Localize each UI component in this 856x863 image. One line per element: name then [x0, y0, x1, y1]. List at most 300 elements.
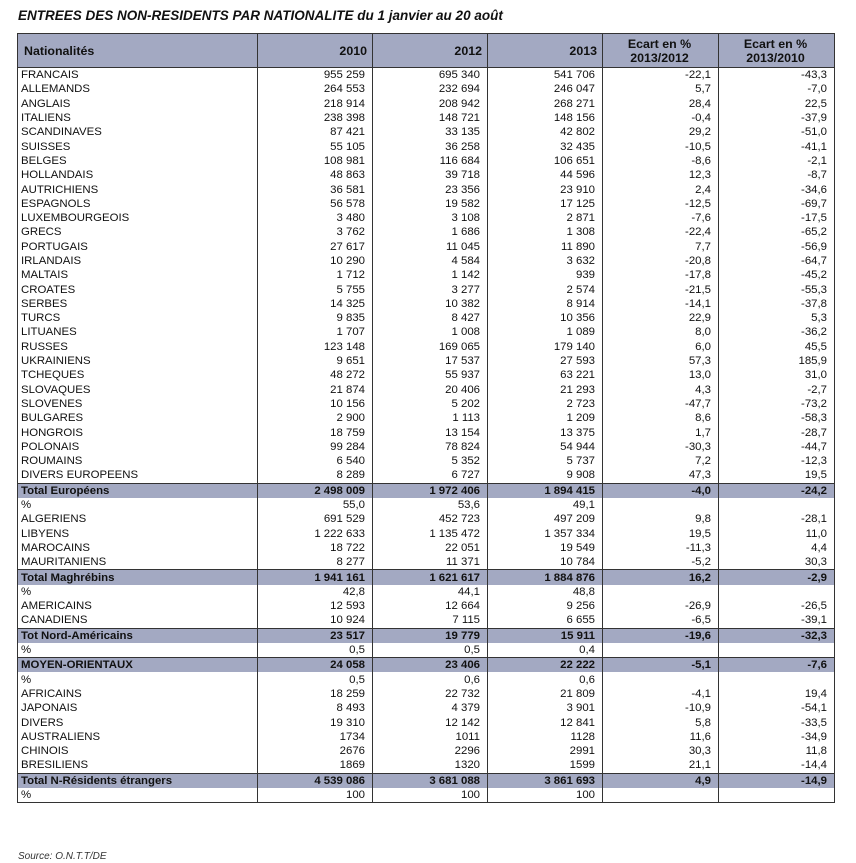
cell-value-2010: 42,8: [258, 585, 373, 599]
cell-value-2010: 955 259: [258, 68, 373, 83]
cell-value-2013: 10 356: [488, 311, 603, 325]
cell-ecart-2013-2012: 9,8: [603, 512, 719, 526]
table-row: [18, 168, 835, 182]
table-row: [18, 454, 835, 468]
cell-value-2013: 541 706: [488, 68, 603, 83]
table-row: [18, 311, 835, 325]
cell-value-2012: 11 045: [373, 240, 488, 254]
table-row: [18, 541, 835, 555]
table-row: [18, 512, 835, 526]
cell-value-2013: 32 435: [488, 139, 603, 153]
cell-ecart-2013-2012: -47,7: [603, 397, 719, 411]
cell-value-2012: 208 942: [373, 97, 488, 111]
cell-value-2012: 116 684: [373, 154, 488, 168]
cell-ecart-2013-2010: -24,2: [719, 483, 835, 498]
cell-ecart-2013-2012: -6,5: [603, 613, 719, 628]
cell-nationality: %: [18, 585, 258, 599]
cell-value-2012: 1320: [373, 758, 488, 773]
cell-value-2010: 264 553: [258, 82, 373, 96]
cell-value-2013: 106 651: [488, 154, 603, 168]
table-row: [18, 225, 835, 239]
cell-nationality: ROUMAINS: [18, 454, 258, 468]
cell-value-2012: 33 135: [373, 125, 488, 139]
table-row: [18, 340, 835, 354]
cell-value-2012: 78 824: [373, 440, 488, 454]
cell-value-2013: 179 140: [488, 340, 603, 354]
cell-nationality: ALGERIENS: [18, 512, 258, 526]
cell-value-2010: 123 148: [258, 340, 373, 354]
cell-nationality: BULGARES: [18, 411, 258, 425]
cell-value-2012: 1 621 617: [373, 570, 488, 585]
cell-value-2010: 99 284: [258, 440, 373, 454]
cell-value-2010: 12 593: [258, 599, 373, 613]
cell-ecart-2013-2012: -20,8: [603, 254, 719, 268]
cell-value-2013: 0,6: [488, 672, 603, 686]
cell-value-2010: 14 325: [258, 297, 373, 311]
cell-value-2012: 22 732: [373, 687, 488, 701]
cell-value-2013: 3 901: [488, 701, 603, 715]
cell-value-2012: 10 382: [373, 297, 488, 311]
cell-ecart-2013-2012: -22,1: [603, 68, 719, 83]
cell-value-2013: 5 737: [488, 454, 603, 468]
cell-value-2012: 36 258: [373, 139, 488, 153]
total-row: [18, 773, 835, 788]
cell-ecart-2013-2010: -17,5: [719, 211, 835, 225]
cell-ecart-2013-2010: [719, 788, 835, 803]
cell-value-2010: 48 863: [258, 168, 373, 182]
cell-nationality: CANADIENS: [18, 613, 258, 628]
cell-nationality: ALLEMANDS: [18, 82, 258, 96]
cell-value-2010: 0,5: [258, 643, 373, 658]
cell-value-2012: 3 108: [373, 211, 488, 225]
cell-ecart-2013-2012: 2,4: [603, 182, 719, 196]
table-row: [18, 468, 835, 483]
cell-ecart-2013-2012: -4,0: [603, 483, 719, 498]
header-ecart-2013-2010: Ecart en % 2013/2010: [719, 34, 835, 68]
cell-ecart-2013-2010: -14,9: [719, 773, 835, 788]
cell-value-2013: 246 047: [488, 82, 603, 96]
cell-value-2012: 19 582: [373, 197, 488, 211]
cell-value-2013: 0,4: [488, 643, 603, 658]
table-row: [18, 182, 835, 196]
cell-nationality: LITUANES: [18, 325, 258, 339]
cell-ecart-2013-2012: -17,8: [603, 268, 719, 282]
cell-ecart-2013-2010: [719, 672, 835, 686]
cell-value-2012: 5 202: [373, 397, 488, 411]
cell-value-2013: 3 632: [488, 254, 603, 268]
cell-nationality: LIBYENS: [18, 527, 258, 541]
cell-ecart-2013-2010: 19,5: [719, 468, 835, 483]
cell-nationality: ANGLAIS: [18, 97, 258, 111]
total-row: [18, 483, 835, 498]
cell-ecart-2013-2010: 22,5: [719, 97, 835, 111]
table-row: [18, 82, 835, 96]
cell-value-2012: 23 406: [373, 658, 488, 673]
cell-nationality: IRLANDAIS: [18, 254, 258, 268]
cell-ecart-2013-2010: -34,6: [719, 182, 835, 196]
table-row: [18, 613, 835, 628]
cell-ecart-2013-2012: -26,9: [603, 599, 719, 613]
cell-ecart-2013-2012: [603, 498, 719, 512]
cell-ecart-2013-2012: 7,7: [603, 240, 719, 254]
percent-row: [18, 643, 835, 658]
cell-ecart-2013-2010: -14,4: [719, 758, 835, 773]
cell-nationality: SLOVAQUES: [18, 383, 258, 397]
cell-ecart-2013-2010: -7,0: [719, 82, 835, 96]
cell-nationality: Total N-Résidents étrangers: [18, 773, 258, 788]
cell-value-2010: 1 712: [258, 268, 373, 282]
cell-ecart-2013-2010: -36,2: [719, 325, 835, 339]
cell-ecart-2013-2012: -0,4: [603, 111, 719, 125]
cell-value-2010: 2676: [258, 744, 373, 758]
cell-value-2010: 10 924: [258, 613, 373, 628]
cell-value-2012: 4 584: [373, 254, 488, 268]
cell-nationality: LUXEMBOURGEOIS: [18, 211, 258, 225]
cell-nationality: ITALIENS: [18, 111, 258, 125]
cell-value-2012: 17 537: [373, 354, 488, 368]
cell-ecart-2013-2012: -10,5: [603, 139, 719, 153]
cell-value-2013: 3 861 693: [488, 773, 603, 788]
percent-row: [18, 585, 835, 599]
cell-value-2010: 1 222 633: [258, 527, 373, 541]
cell-ecart-2013-2012: 47,3: [603, 468, 719, 483]
cell-value-2010: 0,5: [258, 672, 373, 686]
cell-value-2012: 695 340: [373, 68, 488, 83]
cell-value-2012: 3 681 088: [373, 773, 488, 788]
table-row: [18, 197, 835, 211]
cell-ecart-2013-2010: -32,3: [719, 628, 835, 643]
cell-nationality: GRECS: [18, 225, 258, 239]
cell-ecart-2013-2012: 6,0: [603, 340, 719, 354]
table-row: [18, 715, 835, 729]
cell-ecart-2013-2012: -14,1: [603, 297, 719, 311]
table-row: [18, 368, 835, 382]
cell-nationality: AUTRICHIENS: [18, 182, 258, 196]
cell-ecart-2013-2012: 21,1: [603, 758, 719, 773]
total-row: [18, 570, 835, 585]
cell-value-2013: 1599: [488, 758, 603, 773]
cell-ecart-2013-2010: -65,2: [719, 225, 835, 239]
table-row: [18, 687, 835, 701]
cell-ecart-2013-2012: 8,6: [603, 411, 719, 425]
cell-ecart-2013-2010: -28,1: [719, 512, 835, 526]
cell-ecart-2013-2012: -22,4: [603, 225, 719, 239]
cell-value-2013: 2 574: [488, 282, 603, 296]
cell-nationality: JAPONAIS: [18, 701, 258, 715]
cell-ecart-2013-2010: -7,6: [719, 658, 835, 673]
table-row: [18, 211, 835, 225]
cell-value-2012: 8 427: [373, 311, 488, 325]
cell-value-2013: 54 944: [488, 440, 603, 454]
cell-value-2012: 13 154: [373, 425, 488, 439]
cell-value-2012: 44,1: [373, 585, 488, 599]
cell-ecart-2013-2010: 185,9: [719, 354, 835, 368]
cell-value-2013: 9 908: [488, 468, 603, 483]
cell-value-2010: 2 900: [258, 411, 373, 425]
cell-ecart-2013-2012: 22,9: [603, 311, 719, 325]
cell-value-2013: 63 221: [488, 368, 603, 382]
table-row: [18, 527, 835, 541]
cell-value-2013: 268 271: [488, 97, 603, 111]
cell-value-2010: 108 981: [258, 154, 373, 168]
cell-value-2012: 1 686: [373, 225, 488, 239]
cell-ecart-2013-2012: [603, 585, 719, 599]
cell-nationality: AMERICAINS: [18, 599, 258, 613]
cell-value-2012: 100: [373, 788, 488, 803]
cell-value-2012: 5 352: [373, 454, 488, 468]
cell-value-2010: 100: [258, 788, 373, 803]
table-row: [18, 268, 835, 282]
cell-value-2013: 2 723: [488, 397, 603, 411]
cell-value-2012: 19 779: [373, 628, 488, 643]
table-row: [18, 254, 835, 268]
cell-ecart-2013-2010: -8,7: [719, 168, 835, 182]
cell-value-2013: 27 593: [488, 354, 603, 368]
cell-ecart-2013-2010: -69,7: [719, 197, 835, 211]
cell-value-2010: 21 874: [258, 383, 373, 397]
cell-nationality: HOLLANDAIS: [18, 168, 258, 182]
cell-ecart-2013-2012: 11,6: [603, 730, 719, 744]
cell-value-2012: 12 664: [373, 599, 488, 613]
cell-value-2013: 1128: [488, 730, 603, 744]
cell-nationality: SLOVENES: [18, 397, 258, 411]
cell-nationality: MALTAIS: [18, 268, 258, 282]
table-row: [18, 297, 835, 311]
cell-value-2012: 3 277: [373, 282, 488, 296]
table-row: [18, 68, 835, 83]
cell-value-2012: 1 008: [373, 325, 488, 339]
cell-ecart-2013-2012: -12,5: [603, 197, 719, 211]
cell-value-2010: 218 914: [258, 97, 373, 111]
table-row: [18, 758, 835, 773]
cell-ecart-2013-2010: -34,9: [719, 730, 835, 744]
cell-ecart-2013-2010: 45,5: [719, 340, 835, 354]
cell-ecart-2013-2012: -7,6: [603, 211, 719, 225]
cell-value-2010: 2 498 009: [258, 483, 373, 498]
table-row: [18, 240, 835, 254]
header-2013: 2013: [488, 34, 603, 68]
table-row: [18, 701, 835, 715]
cell-value-2010: 3 762: [258, 225, 373, 239]
cell-value-2013: 148 156: [488, 111, 603, 125]
cell-value-2013: 21 809: [488, 687, 603, 701]
table-row: [18, 282, 835, 296]
cell-value-2010: 55,0: [258, 498, 373, 512]
cell-ecart-2013-2012: 29,2: [603, 125, 719, 139]
cell-nationality: DIVERS EUROPEENS: [18, 468, 258, 483]
cell-value-2010: 19 310: [258, 715, 373, 729]
cell-value-2012: 20 406: [373, 383, 488, 397]
cell-value-2010: 10 290: [258, 254, 373, 268]
cell-value-2010: 9 651: [258, 354, 373, 368]
cell-nationality: %: [18, 643, 258, 658]
cell-ecart-2013-2012: -19,6: [603, 628, 719, 643]
cell-value-2010: 27 617: [258, 240, 373, 254]
header-ecart-2013-2012: Ecart en % 2013/2012: [603, 34, 719, 68]
cell-ecart-2013-2010: -41,1: [719, 139, 835, 153]
cell-value-2010: 24 058: [258, 658, 373, 673]
table-row: [18, 730, 835, 744]
cell-value-2010: 48 272: [258, 368, 373, 382]
total-row: [18, 628, 835, 643]
cell-nationality: SCANDINAVES: [18, 125, 258, 139]
cell-value-2010: 87 421: [258, 125, 373, 139]
table-row: [18, 154, 835, 168]
cell-value-2012: 1 135 472: [373, 527, 488, 541]
cell-ecart-2013-2012: 5,8: [603, 715, 719, 729]
cell-ecart-2013-2012: 13,0: [603, 368, 719, 382]
cell-value-2013: 11 890: [488, 240, 603, 254]
total-row: [18, 658, 835, 673]
cell-ecart-2013-2012: 7,2: [603, 454, 719, 468]
cell-value-2012: 0,5: [373, 643, 488, 658]
cell-value-2012: 148 721: [373, 111, 488, 125]
cell-value-2013: 1 357 334: [488, 527, 603, 541]
table-row: [18, 139, 835, 153]
cell-ecart-2013-2010: -51,0: [719, 125, 835, 139]
cell-ecart-2013-2012: 28,4: [603, 97, 719, 111]
table-row: [18, 383, 835, 397]
cell-nationality: Total Européens: [18, 483, 258, 498]
table-row: [18, 744, 835, 758]
cell-value-2010: 238 398: [258, 111, 373, 125]
cell-ecart-2013-2010: 30,3: [719, 555, 835, 570]
cell-value-2013: 9 256: [488, 599, 603, 613]
cell-value-2010: 8 493: [258, 701, 373, 715]
cell-ecart-2013-2012: -5,1: [603, 658, 719, 673]
cell-value-2010: 10 156: [258, 397, 373, 411]
cell-value-2013: 48,8: [488, 585, 603, 599]
cell-value-2010: 1 941 161: [258, 570, 373, 585]
cell-ecart-2013-2010: -55,3: [719, 282, 835, 296]
cell-value-2013: 100: [488, 788, 603, 803]
cell-nationality: AUSTRALIENS: [18, 730, 258, 744]
cell-value-2010: 8 289: [258, 468, 373, 483]
cell-ecart-2013-2010: -33,5: [719, 715, 835, 729]
cell-nationality: Total Maghrébins: [18, 570, 258, 585]
cell-value-2012: 1 113: [373, 411, 488, 425]
cell-ecart-2013-2010: 19,4: [719, 687, 835, 701]
cell-value-2013: 44 596: [488, 168, 603, 182]
cell-value-2012: 55 937: [373, 368, 488, 382]
cell-value-2013: 13 375: [488, 425, 603, 439]
cell-ecart-2013-2010: 11,0: [719, 527, 835, 541]
cell-ecart-2013-2012: -21,5: [603, 282, 719, 296]
cell-value-2013: 1 884 876: [488, 570, 603, 585]
cell-value-2012: 53,6: [373, 498, 488, 512]
cell-value-2013: 6 655: [488, 613, 603, 628]
table-row: [18, 440, 835, 454]
cell-ecart-2013-2012: -10,9: [603, 701, 719, 715]
cell-ecart-2013-2010: [719, 585, 835, 599]
cell-nationality: MAROCAINS: [18, 541, 258, 555]
cell-ecart-2013-2012: 4,9: [603, 773, 719, 788]
cell-ecart-2013-2010: -28,7: [719, 425, 835, 439]
cell-ecart-2013-2012: 4,3: [603, 383, 719, 397]
cell-nationality: Tot Nord-Américains: [18, 628, 258, 643]
cell-ecart-2013-2010: -37,9: [719, 111, 835, 125]
cell-nationality: CHINOIS: [18, 744, 258, 758]
cell-nationality: ESPAGNOLS: [18, 197, 258, 211]
cell-value-2013: 42 802: [488, 125, 603, 139]
cell-ecart-2013-2012: 19,5: [603, 527, 719, 541]
cell-ecart-2013-2012: -4,1: [603, 687, 719, 701]
cell-nationality: TCHEQUES: [18, 368, 258, 382]
cell-value-2010: 4 539 086: [258, 773, 373, 788]
cell-value-2010: 55 105: [258, 139, 373, 153]
cell-ecart-2013-2012: [603, 643, 719, 658]
cell-ecart-2013-2010: 31,0: [719, 368, 835, 382]
cell-ecart-2013-2010: -12,3: [719, 454, 835, 468]
cell-nationality: AFRICAINS: [18, 687, 258, 701]
cell-value-2010: 3 480: [258, 211, 373, 225]
cell-ecart-2013-2012: 30,3: [603, 744, 719, 758]
cell-value-2013: 939: [488, 268, 603, 282]
cell-ecart-2013-2010: [719, 643, 835, 658]
cell-nationality: %: [18, 672, 258, 686]
cell-value-2013: 1 894 415: [488, 483, 603, 498]
cell-ecart-2013-2010: -2,7: [719, 383, 835, 397]
cell-ecart-2013-2010: [719, 498, 835, 512]
percent-row: [18, 672, 835, 686]
table-row: [18, 425, 835, 439]
cell-value-2012: 1011: [373, 730, 488, 744]
cell-value-2010: 9 835: [258, 311, 373, 325]
cell-nationality: TURCS: [18, 311, 258, 325]
header-row: [18, 34, 835, 68]
table-row: [18, 555, 835, 570]
cell-value-2013: 1 089: [488, 325, 603, 339]
cell-value-2013: 497 209: [488, 512, 603, 526]
cell-nationality: MOYEN-ORIENTAUX: [18, 658, 258, 673]
table-body: [18, 68, 835, 803]
table-row: [18, 125, 835, 139]
cell-value-2012: 4 379: [373, 701, 488, 715]
cell-value-2010: 8 277: [258, 555, 373, 570]
cell-ecart-2013-2012: 1,7: [603, 425, 719, 439]
cell-nationality: DIVERS: [18, 715, 258, 729]
cell-ecart-2013-2010: -45,2: [719, 268, 835, 282]
cell-value-2013: 1 209: [488, 411, 603, 425]
header-nationalites: Nationalités: [18, 34, 258, 68]
cell-value-2012: 6 727: [373, 468, 488, 483]
cell-ecart-2013-2012: -11,3: [603, 541, 719, 555]
cell-value-2013: 15 911: [488, 628, 603, 643]
cell-ecart-2013-2012: -30,3: [603, 440, 719, 454]
cell-nationality: SERBES: [18, 297, 258, 311]
cell-ecart-2013-2012: 16,2: [603, 570, 719, 585]
cell-value-2013: 2991: [488, 744, 603, 758]
cell-value-2010: 1 707: [258, 325, 373, 339]
table-row: [18, 97, 835, 111]
cell-nationality: %: [18, 788, 258, 803]
cell-ecart-2013-2010: -39,1: [719, 613, 835, 628]
cell-ecart-2013-2010: 4,4: [719, 541, 835, 555]
header-2010: 2010: [258, 34, 373, 68]
cell-ecart-2013-2010: 5,3: [719, 311, 835, 325]
cell-value-2012: 169 065: [373, 340, 488, 354]
cell-value-2010: 1734: [258, 730, 373, 744]
cell-ecart-2013-2010: -73,2: [719, 397, 835, 411]
table-row: [18, 599, 835, 613]
cell-nationality: POLONAIS: [18, 440, 258, 454]
cell-ecart-2013-2010: -26,5: [719, 599, 835, 613]
cell-value-2010: 5 755: [258, 282, 373, 296]
cell-value-2012: 1 972 406: [373, 483, 488, 498]
cell-ecart-2013-2012: -5,2: [603, 555, 719, 570]
table-row: [18, 325, 835, 339]
cell-ecart-2013-2010: -54,1: [719, 701, 835, 715]
